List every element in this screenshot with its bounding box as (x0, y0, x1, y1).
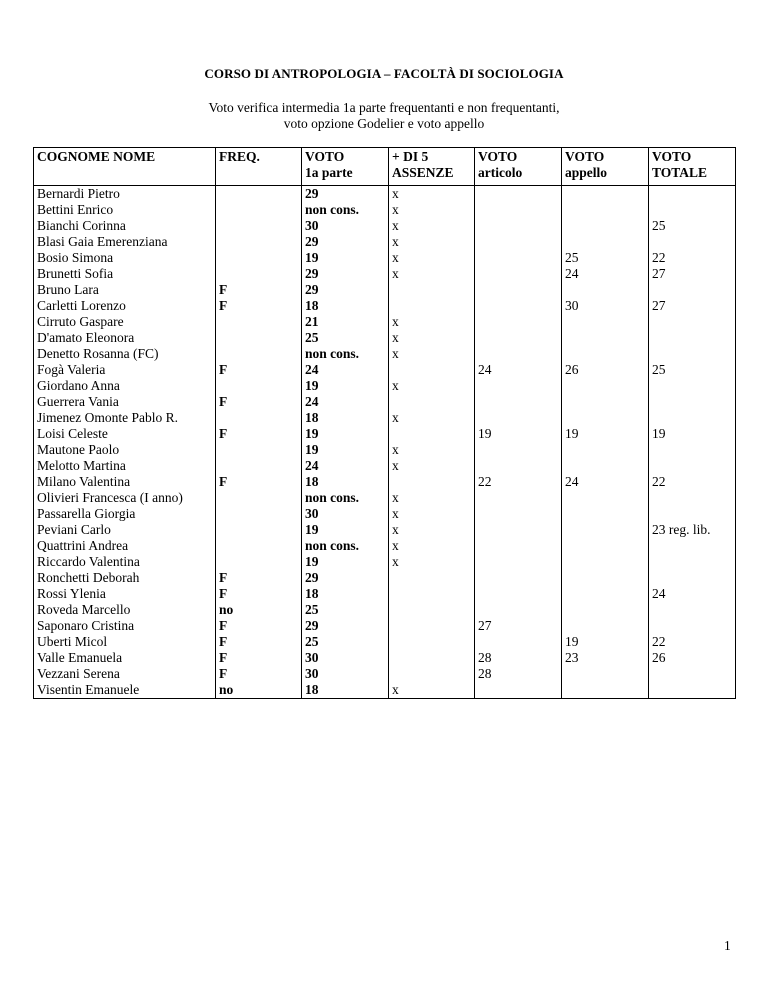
cell-voto-appello (562, 330, 649, 346)
cell-voto-articolo (475, 282, 562, 298)
cell-voto-articolo (475, 186, 562, 203)
cell-voto-totale (649, 282, 736, 298)
cell-voto-1a-parte: 18 (302, 298, 389, 314)
cell-voto-1a-parte: 19 (302, 378, 389, 394)
cell-voto-1a-parte: 29 (302, 186, 389, 203)
cell-voto-totale: 27 (649, 266, 736, 282)
cell-voto-appello (562, 490, 649, 506)
cell-voto-1a-parte: non cons. (302, 538, 389, 554)
cell-voto-articolo (475, 442, 562, 458)
table-row (34, 362, 736, 378)
cell-voto-appello: 25 (562, 250, 649, 266)
cell-voto-appello (562, 186, 649, 203)
cell-voto-articolo (475, 490, 562, 506)
cell-freq: F (216, 618, 302, 634)
cell-freq: F (216, 282, 302, 298)
cell-assenze (389, 298, 475, 314)
cell-assenze (389, 474, 475, 490)
cell-freq: F (216, 570, 302, 586)
cell-name: Valle Emanuela (34, 650, 216, 666)
column-header-voto-articolo: VOTO articolo (475, 148, 562, 186)
cell-name: Jimenez Omonte Pablo R. (34, 410, 216, 426)
cell-voto-articolo (475, 410, 562, 426)
cell-voto-appello (562, 554, 649, 570)
cell-voto-articolo (475, 602, 562, 618)
table-row (34, 618, 736, 634)
table-row (34, 298, 736, 314)
cell-voto-1a-parte: 30 (302, 218, 389, 234)
table-row (34, 554, 736, 570)
cell-voto-totale (649, 330, 736, 346)
cell-assenze (389, 586, 475, 602)
cell-freq: F (216, 474, 302, 490)
cell-voto-articolo: 27 (475, 618, 562, 634)
cell-voto-totale (649, 346, 736, 362)
cell-assenze (389, 570, 475, 586)
cell-freq (216, 554, 302, 570)
table-row (34, 314, 736, 330)
cell-freq (216, 458, 302, 474)
table-row (34, 442, 736, 458)
cell-voto-totale: 24 (649, 586, 736, 602)
cell-name: Passarella Giorgia (34, 506, 216, 522)
column-header-voto-1a-parte: VOTO 1a parte (302, 148, 389, 186)
cell-voto-1a-parte: 29 (302, 234, 389, 250)
cell-voto-totale: 22 (649, 250, 736, 266)
cell-name: D'amato Eleonora (34, 330, 216, 346)
cell-freq (216, 202, 302, 218)
cell-voto-articolo (475, 570, 562, 586)
cell-freq (216, 250, 302, 266)
cell-voto-totale: 22 (649, 474, 736, 490)
table-row (34, 634, 736, 650)
cell-voto-appello (562, 410, 649, 426)
cell-assenze (389, 634, 475, 650)
document-subtitle-line2: voto opzione Godelier e voto appello (283, 116, 485, 131)
cell-voto-1a-parte: 29 (302, 570, 389, 586)
cell-assenze (389, 650, 475, 666)
cell-voto-1a-parte: 18 (302, 410, 389, 426)
cell-assenze (389, 394, 475, 410)
cell-voto-appello (562, 586, 649, 602)
cell-voto-totale: 22 (649, 634, 736, 650)
cell-voto-1a-parte: 30 (302, 506, 389, 522)
cell-name: Guerrera Vania (34, 394, 216, 410)
cell-freq: F (216, 362, 302, 378)
cell-voto-1a-parte: 21 (302, 314, 389, 330)
cell-voto-appello (562, 522, 649, 538)
table-row (34, 202, 736, 218)
cell-voto-articolo (475, 586, 562, 602)
cell-assenze (389, 282, 475, 298)
cell-name: Bosio Simona (34, 250, 216, 266)
table-row (34, 410, 736, 426)
cell-voto-totale (649, 666, 736, 682)
cell-freq (216, 234, 302, 250)
cell-assenze (389, 666, 475, 682)
cell-voto-appello (562, 506, 649, 522)
cell-voto-articolo (475, 554, 562, 570)
cell-voto-1a-parte: 24 (302, 394, 389, 410)
page-number: 1 (724, 938, 731, 953)
table-row (34, 426, 736, 442)
cell-assenze: x (389, 202, 475, 218)
cell-voto-1a-parte: 18 (302, 586, 389, 602)
cell-voto-articolo (475, 202, 562, 218)
cell-assenze: x (389, 410, 475, 426)
document-subtitle-line1: Voto verifica intermedia 1a parte frequentanti e non frequentanti, (208, 100, 560, 115)
cell-freq (216, 506, 302, 522)
table-row (34, 346, 736, 362)
cell-freq (216, 442, 302, 458)
cell-voto-appello (562, 458, 649, 474)
table-row (34, 682, 736, 699)
cell-name: Loisi Celeste (34, 426, 216, 442)
cell-name: Bruno Lara (34, 282, 216, 298)
cell-voto-articolo (475, 634, 562, 650)
cell-name: Roveda Marcello (34, 602, 216, 618)
cell-freq (216, 186, 302, 203)
cell-freq (216, 346, 302, 362)
cell-voto-1a-parte: 29 (302, 618, 389, 634)
column-header-freq: FREQ. (216, 148, 302, 186)
cell-voto-totale (649, 618, 736, 634)
cell-name: Visentin Emanuele (34, 682, 216, 699)
cell-name: Vezzani Serena (34, 666, 216, 682)
cell-assenze (389, 426, 475, 442)
table-row (34, 378, 736, 394)
cell-voto-totale (649, 554, 736, 570)
cell-name: Uberti Micol (34, 634, 216, 650)
cell-voto-1a-parte: 19 (302, 442, 389, 458)
cell-voto-appello (562, 346, 649, 362)
cell-freq: F (216, 426, 302, 442)
cell-voto-appello: 19 (562, 426, 649, 442)
cell-voto-1a-parte: 19 (302, 554, 389, 570)
cell-voto-1a-parte: 25 (302, 330, 389, 346)
cell-voto-totale (649, 202, 736, 218)
cell-freq (216, 538, 302, 554)
cell-voto-articolo: 22 (475, 474, 562, 490)
cell-assenze: x (389, 442, 475, 458)
cell-voto-totale (649, 490, 736, 506)
cell-voto-appello (562, 618, 649, 634)
table-row (34, 250, 736, 266)
cell-voto-totale (649, 410, 736, 426)
table-row (34, 570, 736, 586)
cell-voto-1a-parte: non cons. (302, 490, 389, 506)
cell-name: Quattrini Andrea (34, 538, 216, 554)
cell-voto-articolo (475, 266, 562, 282)
cell-voto-articolo (475, 458, 562, 474)
cell-voto-1a-parte: 19 (302, 426, 389, 442)
cell-voto-1a-parte: 25 (302, 602, 389, 618)
cell-voto-1a-parte: 18 (302, 682, 389, 699)
cell-voto-articolo (475, 330, 562, 346)
cell-freq (216, 218, 302, 234)
table-row (34, 186, 736, 203)
cell-voto-articolo (475, 218, 562, 234)
cell-assenze: x (389, 682, 475, 699)
cell-voto-1a-parte: non cons. (302, 202, 389, 218)
cell-voto-articolo (475, 522, 562, 538)
cell-voto-articolo (475, 314, 562, 330)
cell-voto-articolo (475, 298, 562, 314)
cell-assenze: x (389, 490, 475, 506)
cell-voto-1a-parte: 30 (302, 650, 389, 666)
cell-voto-totale (649, 682, 736, 699)
cell-voto-1a-parte: 29 (302, 266, 389, 282)
cell-name: Denetto Rosanna (FC) (34, 346, 216, 362)
cell-voto-totale (649, 442, 736, 458)
cell-freq (216, 330, 302, 346)
cell-voto-totale (649, 506, 736, 522)
cell-freq (216, 378, 302, 394)
cell-assenze: x (389, 266, 475, 282)
cell-voto-totale: 27 (649, 298, 736, 314)
cell-freq (216, 314, 302, 330)
cell-assenze: x (389, 250, 475, 266)
cell-voto-articolo (475, 394, 562, 410)
cell-voto-1a-parte: 24 (302, 362, 389, 378)
cell-voto-1a-parte: 24 (302, 458, 389, 474)
cell-voto-totale (649, 234, 736, 250)
table-row (34, 602, 736, 618)
column-header-voto-totale: VOTO TOTALE (649, 148, 736, 186)
cell-voto-articolo: 24 (475, 362, 562, 378)
cell-voto-1a-parte: 30 (302, 666, 389, 682)
cell-voto-totale: 19 (649, 426, 736, 442)
cell-voto-appello (562, 570, 649, 586)
cell-assenze: x (389, 346, 475, 362)
cell-name: Fogà Valeria (34, 362, 216, 378)
cell-voto-articolo (475, 346, 562, 362)
cell-freq: F (216, 586, 302, 602)
cell-name: Riccardo Valentina (34, 554, 216, 570)
cell-voto-1a-parte: 19 (302, 522, 389, 538)
cell-voto-1a-parte: 29 (302, 282, 389, 298)
grades-table (33, 147, 736, 699)
cell-voto-appello (562, 442, 649, 458)
cell-assenze: x (389, 314, 475, 330)
cell-voto-appello (562, 602, 649, 618)
cell-name: Melotto Martina (34, 458, 216, 474)
cell-assenze: x (389, 330, 475, 346)
cell-voto-1a-parte: 19 (302, 250, 389, 266)
cell-voto-articolo (475, 250, 562, 266)
cell-voto-appello: 30 (562, 298, 649, 314)
cell-voto-totale: 25 (649, 218, 736, 234)
cell-freq: no (216, 602, 302, 618)
document-title: CORSO DI ANTROPOLOGIA – FACOLTÀ DI SOCIOLOGIA (204, 66, 564, 81)
cell-assenze: x (389, 218, 475, 234)
cell-assenze (389, 362, 475, 378)
cell-voto-totale: 26 (649, 650, 736, 666)
cell-voto-appello (562, 202, 649, 218)
cell-voto-totale (649, 394, 736, 410)
cell-voto-articolo (475, 234, 562, 250)
cell-freq (216, 522, 302, 538)
cell-voto-articolo (475, 682, 562, 699)
cell-name: Carletti Lorenzo (34, 298, 216, 314)
cell-freq: F (216, 650, 302, 666)
table-row (34, 266, 736, 282)
cell-name: Milano Valentina (34, 474, 216, 490)
table-row (34, 650, 736, 666)
cell-voto-1a-parte: non cons. (302, 346, 389, 362)
table-row (34, 490, 736, 506)
table-row (34, 234, 736, 250)
cell-freq (216, 266, 302, 282)
cell-voto-totale (649, 538, 736, 554)
cell-voto-articolo (475, 378, 562, 394)
cell-voto-appello (562, 282, 649, 298)
cell-voto-appello (562, 538, 649, 554)
cell-name: Saponaro Cristina (34, 618, 216, 634)
cell-voto-totale (649, 570, 736, 586)
table-header-row (34, 148, 736, 186)
cell-name: Blasi Gaia Emerenziana (34, 234, 216, 250)
cell-voto-1a-parte: 18 (302, 474, 389, 490)
table-row (34, 586, 736, 602)
cell-name: Bernardi Pietro (34, 186, 216, 203)
table-row (34, 666, 736, 682)
cell-voto-appello: 24 (562, 474, 649, 490)
cell-assenze: x (389, 378, 475, 394)
table-row (34, 522, 736, 538)
cell-voto-appello: 24 (562, 266, 649, 282)
cell-voto-appello: 23 (562, 650, 649, 666)
table-row (34, 474, 736, 490)
cell-assenze: x (389, 554, 475, 570)
cell-voto-articolo (475, 538, 562, 554)
cell-name: Olivieri Francesca (I anno) (34, 490, 216, 506)
cell-voto-appello: 19 (562, 634, 649, 650)
cell-voto-appello (562, 378, 649, 394)
table-row (34, 330, 736, 346)
cell-voto-totale (649, 314, 736, 330)
cell-freq: F (216, 394, 302, 410)
cell-voto-appello (562, 314, 649, 330)
cell-name: Peviani Carlo (34, 522, 216, 538)
cell-voto-totale (649, 378, 736, 394)
table-row (34, 282, 736, 298)
cell-voto-totale (649, 602, 736, 618)
cell-assenze: x (389, 458, 475, 474)
cell-voto-articolo (475, 506, 562, 522)
cell-voto-articolo: 28 (475, 650, 562, 666)
cell-voto-1a-parte: 25 (302, 634, 389, 650)
cell-assenze (389, 618, 475, 634)
cell-voto-totale (649, 186, 736, 203)
cell-name: Cirruto Gaspare (34, 314, 216, 330)
cell-assenze: x (389, 538, 475, 554)
cell-voto-appello (562, 394, 649, 410)
cell-voto-appello: 26 (562, 362, 649, 378)
table-row (34, 538, 736, 554)
cell-voto-articolo: 19 (475, 426, 562, 442)
cell-voto-totale (649, 458, 736, 474)
table-row (34, 506, 736, 522)
cell-freq (216, 410, 302, 426)
cell-assenze: x (389, 522, 475, 538)
column-header-assenze: + DI 5 ASSENZE (389, 148, 475, 186)
table-row (34, 394, 736, 410)
table-row (34, 218, 736, 234)
cell-voto-appello (562, 234, 649, 250)
cell-voto-appello (562, 682, 649, 699)
cell-name: Giordano Anna (34, 378, 216, 394)
cell-freq (216, 490, 302, 506)
cell-assenze: x (389, 234, 475, 250)
cell-assenze: x (389, 506, 475, 522)
cell-name: Bianchi Corinna (34, 218, 216, 234)
column-header-voto-appello: VOTO appello (562, 148, 649, 186)
cell-voto-appello (562, 218, 649, 234)
cell-freq: F (216, 666, 302, 682)
cell-name: Rossi Ylenia (34, 586, 216, 602)
cell-name: Ronchetti Deborah (34, 570, 216, 586)
column-header-name: COGNOME NOME (34, 148, 216, 186)
table-row (34, 458, 736, 474)
cell-voto-articolo: 28 (475, 666, 562, 682)
cell-assenze: x (389, 186, 475, 203)
cell-voto-totale: 25 (649, 362, 736, 378)
cell-voto-totale: 23 reg. lib. (649, 522, 736, 538)
cell-name: Brunetti Sofia (34, 266, 216, 282)
cell-name: Bettini Enrico (34, 202, 216, 218)
cell-voto-appello (562, 666, 649, 682)
cell-freq: no (216, 682, 302, 699)
cell-freq: F (216, 298, 302, 314)
cell-freq: F (216, 634, 302, 650)
cell-assenze (389, 602, 475, 618)
cell-name: Mautone Paolo (34, 442, 216, 458)
